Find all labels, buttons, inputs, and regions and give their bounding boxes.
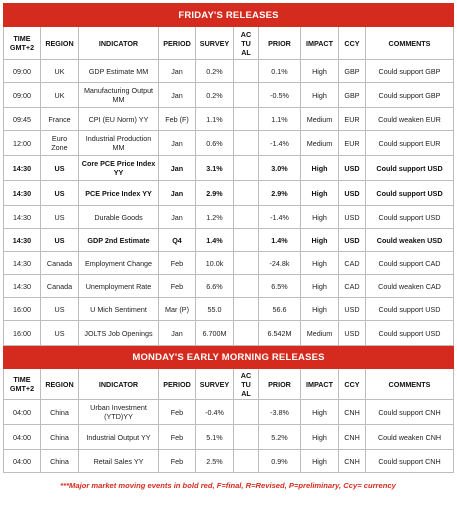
header-period: PERIOD xyxy=(159,27,196,60)
cell-indicator: Retail Sales YY xyxy=(79,450,159,473)
cell-impact: High xyxy=(301,298,339,321)
cell-survey: 2.9% xyxy=(196,181,234,206)
cell-actual xyxy=(234,131,259,156)
cell-impact: High xyxy=(301,275,339,298)
monday-header-row xyxy=(4,369,454,400)
cell-survey: 1.4% xyxy=(196,229,234,252)
friday-banner xyxy=(4,4,454,27)
cell-impact: Medium xyxy=(301,131,339,156)
cell-period: Jan xyxy=(159,60,196,83)
table-row xyxy=(4,400,454,425)
header-ccy: CCY xyxy=(339,369,366,400)
cell-region: UK xyxy=(41,83,79,108)
cell-time: 14:30 xyxy=(4,181,41,206)
cell-actual xyxy=(234,425,259,450)
cell-prior: -1.4% xyxy=(259,131,301,156)
cell-survey: 0.2% xyxy=(196,60,234,83)
cell-actual xyxy=(234,181,259,206)
table-row xyxy=(4,450,454,473)
table-row xyxy=(4,60,454,83)
cell-region: US xyxy=(41,156,79,181)
cell-region: Canada xyxy=(41,275,79,298)
header-period: PERIOD xyxy=(159,369,196,400)
cell-survey: 10.0k xyxy=(196,252,234,275)
cell-survey: 0.6% xyxy=(196,131,234,156)
cell-actual xyxy=(234,229,259,252)
table-row xyxy=(4,156,454,181)
cell-prior: 6.542M xyxy=(259,321,301,346)
header-comments: COMMENTS xyxy=(366,27,454,60)
cell-time: 09:00 xyxy=(4,60,41,83)
header-time: TIME GMT+2 xyxy=(4,27,41,60)
cell-indicator: Industrial Production MM xyxy=(79,131,159,156)
cell-survey: 3.1% xyxy=(196,156,234,181)
cell-period: Feb xyxy=(159,450,196,473)
table-row xyxy=(4,206,454,229)
cell-indicator: U Mich Sentiment xyxy=(79,298,159,321)
cell-period: Jan xyxy=(159,83,196,108)
cell-period: Jan xyxy=(159,181,196,206)
header-ccy: CCY xyxy=(339,27,366,60)
cell-time: 12:00 xyxy=(4,131,41,156)
cell-impact: High xyxy=(301,425,339,450)
cell-comments: Could support GBP xyxy=(366,60,454,83)
header-region: REGION xyxy=(41,369,79,400)
cell-period: Jan xyxy=(159,131,196,156)
cell-ccy: GBP xyxy=(339,83,366,108)
cell-comments: Could support USD xyxy=(366,298,454,321)
table-row xyxy=(4,131,454,156)
cell-ccy: EUR xyxy=(339,108,366,131)
cell-region: Euro Zone xyxy=(41,131,79,156)
cell-comments: Could support USD xyxy=(366,156,454,181)
header-impact: IMPACT xyxy=(301,369,339,400)
cell-survey: 2.5% xyxy=(196,450,234,473)
table-row xyxy=(4,425,454,450)
cell-prior: -1.4% xyxy=(259,206,301,229)
header-time: TIME GMT+2 xyxy=(4,369,41,400)
cell-period: Feb xyxy=(159,400,196,425)
footnote: ***Major market moving events in bold red, F=final, R=Revised, P=preliminary, Ccy= currency xyxy=(60,481,396,490)
cell-prior: 1.4% xyxy=(259,229,301,252)
cell-time: 04:00 xyxy=(4,425,41,450)
header-prior: PRIOR xyxy=(259,369,301,400)
cell-actual xyxy=(234,321,259,346)
cell-region: US xyxy=(41,321,79,346)
cell-period: Feb xyxy=(159,425,196,450)
header-actual: AC TU AL xyxy=(234,27,259,60)
cell-ccy: CAD xyxy=(339,275,366,298)
cell-comments: Could weaken CAD xyxy=(366,275,454,298)
cell-impact: High xyxy=(301,83,339,108)
cell-period: Jan xyxy=(159,156,196,181)
cell-region: China xyxy=(41,450,79,473)
cell-survey: 6.700M xyxy=(196,321,234,346)
cell-time: 09:45 xyxy=(4,108,41,131)
cell-region: US xyxy=(41,181,79,206)
cell-comments: Could support EUR xyxy=(366,131,454,156)
header-indicator: INDICATOR xyxy=(79,27,159,60)
header-comments: COMMENTS xyxy=(366,369,454,400)
cell-region: US xyxy=(41,206,79,229)
cell-survey: 1.1% xyxy=(196,108,234,131)
cell-time: 04:00 xyxy=(4,450,41,473)
header-survey: SURVEY xyxy=(196,369,234,400)
table-row xyxy=(4,275,454,298)
cell-time: 09:00 xyxy=(4,83,41,108)
header-region: REGION xyxy=(41,27,79,60)
cell-comments: Could support USD xyxy=(366,181,454,206)
cell-impact: High xyxy=(301,450,339,473)
cell-time: 14:30 xyxy=(4,275,41,298)
cell-ccy: CAD xyxy=(339,252,366,275)
cell-ccy: CNH xyxy=(339,450,366,473)
cell-time: 14:30 xyxy=(4,156,41,181)
cell-prior: -3.8% xyxy=(259,400,301,425)
cell-survey: 1.2% xyxy=(196,206,234,229)
cell-ccy: GBP xyxy=(339,60,366,83)
cell-actual xyxy=(234,108,259,131)
cell-indicator: CPI (EU Norm) YY xyxy=(79,108,159,131)
cell-ccy: EUR xyxy=(339,131,366,156)
cell-actual xyxy=(234,60,259,83)
cell-indicator: GDP Estimate MM xyxy=(79,60,159,83)
monday-title: MONDAY'S EARLY MORNING RELEASES xyxy=(4,346,454,369)
cell-period: Feb (F) xyxy=(159,108,196,131)
table-row xyxy=(4,298,454,321)
cell-time: 16:00 xyxy=(4,321,41,346)
cell-ccy: USD xyxy=(339,229,366,252)
cell-ccy: CNH xyxy=(339,425,366,450)
cell-indicator: Unemployment Rate xyxy=(79,275,159,298)
cell-impact: High xyxy=(301,400,339,425)
cell-comments: Could support GBP xyxy=(366,83,454,108)
table-row xyxy=(4,229,454,252)
cell-survey: 55.0 xyxy=(196,298,234,321)
cell-impact: High xyxy=(301,60,339,83)
cell-ccy: CNH xyxy=(339,400,366,425)
cell-region: China xyxy=(41,400,79,425)
cell-ccy: USD xyxy=(339,206,366,229)
cell-survey: 6.6% xyxy=(196,275,234,298)
cell-indicator: Durable Goods xyxy=(79,206,159,229)
cell-survey: -0.4% xyxy=(196,400,234,425)
cell-region: UK xyxy=(41,60,79,83)
header-prior: PRIOR xyxy=(259,27,301,60)
cell-prior: 2.9% xyxy=(259,181,301,206)
cell-impact: High xyxy=(301,229,339,252)
cell-comments: Could support USD xyxy=(366,321,454,346)
cell-ccy: USD xyxy=(339,321,366,346)
cell-prior: 1.1% xyxy=(259,108,301,131)
cell-ccy: USD xyxy=(339,156,366,181)
cell-actual xyxy=(234,450,259,473)
cell-period: Feb xyxy=(159,252,196,275)
cell-prior: 6.5% xyxy=(259,275,301,298)
table-row xyxy=(4,83,454,108)
cell-comments: Could weaken USD xyxy=(366,229,454,252)
cell-indicator: PCE Price Index YY xyxy=(79,181,159,206)
header-survey: SURVEY xyxy=(196,27,234,60)
cell-indicator: Manufacturing Output MM xyxy=(79,83,159,108)
cell-time: 04:00 xyxy=(4,400,41,425)
header-impact: IMPACT xyxy=(301,27,339,60)
cell-region: Canada xyxy=(41,252,79,275)
cell-time: 14:30 xyxy=(4,252,41,275)
cell-comments: Could support CAD xyxy=(366,252,454,275)
cell-prior: 5.2% xyxy=(259,425,301,450)
cell-time: 14:30 xyxy=(4,206,41,229)
cell-indicator: Employment Change xyxy=(79,252,159,275)
monday-banner xyxy=(4,346,454,369)
cell-actual xyxy=(234,206,259,229)
cell-survey: 0.2% xyxy=(196,83,234,108)
cell-comments: Could weaken EUR xyxy=(366,108,454,131)
cell-impact: Medium xyxy=(301,321,339,346)
economic-calendar xyxy=(3,3,453,490)
cell-impact: High xyxy=(301,181,339,206)
cell-time: 14:30 xyxy=(4,229,41,252)
header-actual: AC TU AL xyxy=(234,369,259,400)
cell-indicator: Urban Investment (YTD)YY xyxy=(79,400,159,425)
cell-impact: High xyxy=(301,156,339,181)
cell-prior: 3.0% xyxy=(259,156,301,181)
cell-prior: -24.8k xyxy=(259,252,301,275)
cell-region: US xyxy=(41,229,79,252)
cell-period: Jan xyxy=(159,206,196,229)
cell-actual xyxy=(234,156,259,181)
table-row xyxy=(4,321,454,346)
cell-comments: Could support USD xyxy=(366,206,454,229)
cell-prior: -0.5% xyxy=(259,83,301,108)
cell-period: Feb xyxy=(159,275,196,298)
cell-comments: Could support CNH xyxy=(366,450,454,473)
cell-survey: 5.1% xyxy=(196,425,234,450)
table-row xyxy=(4,181,454,206)
cell-indicator: Industrial Output YY xyxy=(79,425,159,450)
cell-indicator: GDP 2nd Estimate xyxy=(79,229,159,252)
cell-actual xyxy=(234,298,259,321)
table-row xyxy=(4,252,454,275)
cell-ccy: USD xyxy=(339,298,366,321)
cell-comments: Could weaken CNH xyxy=(366,425,454,450)
friday-header-row xyxy=(4,27,454,60)
header-indicator: INDICATOR xyxy=(79,369,159,400)
cell-impact: High xyxy=(301,206,339,229)
cell-impact: Medium xyxy=(301,108,339,131)
table-row xyxy=(4,108,454,131)
cell-period: Mar (P) xyxy=(159,298,196,321)
cell-comments: Could support CNH xyxy=(366,400,454,425)
cell-time: 16:00 xyxy=(4,298,41,321)
cell-indicator: JOLTS Job Openings xyxy=(79,321,159,346)
cell-actual xyxy=(234,275,259,298)
cell-region: China xyxy=(41,425,79,450)
cell-actual xyxy=(234,83,259,108)
cell-actual xyxy=(234,400,259,425)
cell-period: Q4 xyxy=(159,229,196,252)
releases-table xyxy=(3,3,454,473)
cell-prior: 56.6 xyxy=(259,298,301,321)
cell-prior: 0.1% xyxy=(259,60,301,83)
cell-indicator: Core PCE Price Index YY xyxy=(79,156,159,181)
cell-period: Jan xyxy=(159,321,196,346)
friday-title: FRIDAY'S RELEASES xyxy=(4,4,454,27)
cell-actual xyxy=(234,252,259,275)
cell-prior: 0.9% xyxy=(259,450,301,473)
cell-impact: High xyxy=(301,252,339,275)
cell-region: France xyxy=(41,108,79,131)
cell-ccy: USD xyxy=(339,181,366,206)
cell-region: US xyxy=(41,298,79,321)
